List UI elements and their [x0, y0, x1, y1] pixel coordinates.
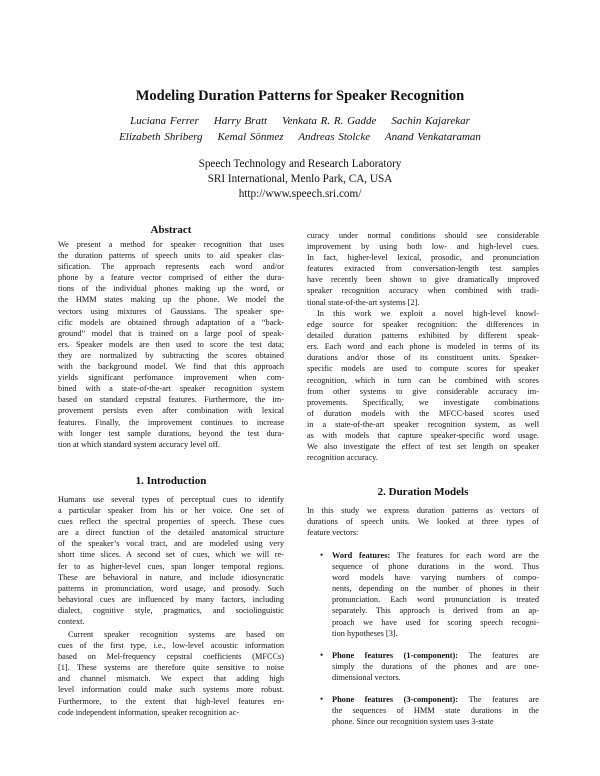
text-line: We present a method for speaker recognition that uses — [58, 240, 284, 249]
text-line: code independent information, speaker recognition ac- — [58, 707, 240, 717]
text-line: ground” model that is trained on a large pool of speak- — [58, 328, 284, 338]
text-line: feature vectors: — [307, 528, 359, 538]
text-line: tion hypotheses [3]. — [332, 628, 398, 638]
affiliation-lab: Speech Technology and Research Laboratory — [198, 158, 402, 170]
text-line: context. — [58, 617, 85, 627]
text-line: sification. The approach represents each word and/or — [58, 262, 284, 272]
text-line: as with models that capture speaker-specific word usage. — [307, 431, 539, 441]
text-line: a particular speaker from his or her voice. One set of — [58, 506, 284, 516]
bullet-icon: • — [320, 649, 324, 660]
feature-term: Word features: — [332, 551, 398, 560]
bullet-icon: • — [320, 550, 324, 560]
affiliation-institution: SRI International, Menlo Park, CA, USA — [207, 173, 393, 185]
text-line: cues reflect the spectral properties of speech. These cues — [58, 517, 284, 527]
text-line: recognition, which in turn can be combined with scores — [307, 375, 539, 385]
text-line: based on standard cepstral features. Furthermore, the im- — [58, 395, 284, 405]
text-line: from other systems to give considerable accuracy im- — [307, 386, 539, 396]
text-line: word models have varying numbers of compo- — [332, 573, 539, 583]
text-line: provements. Specifically, we investigate combinations — [307, 397, 539, 407]
text-line: In this work we exploit a novel high-level knowl- — [317, 309, 539, 318]
text-line: in a state-of-the-art speaker recognition system, as well — [307, 419, 539, 429]
intro-continued-paragraph — [307, 230, 539, 308]
text-line: are a direct function of the detailed anatomical structure — [58, 528, 284, 538]
feature-vector-list — [320, 550, 539, 738]
text-line: tion at which standard system accuracy level off. — [58, 439, 221, 449]
text-line: Furthermore, to the extent that high-level features en- — [58, 696, 284, 706]
text-line: durations of speech units. We looked at three types of — [307, 517, 539, 527]
text-line: phone. Since our recognition system uses 3-state — [332, 717, 494, 727]
bullet-icon: • — [320, 694, 324, 705]
text-line: proach we have used for scoring speech recogni- — [332, 617, 539, 627]
text-line: Word features: The features for each word are the — [332, 551, 539, 560]
text-line: detailed duration patterns exhibited by different speak- — [307, 331, 539, 341]
text-line: ers. Speaker models are then used to score the test data; — [58, 339, 284, 349]
text-line: provement persists even after combination with lexical — [58, 406, 284, 416]
abstract-heading: Abstract — [150, 224, 192, 236]
text-line: simply the durations of the phones and are one- — [332, 661, 539, 671]
authors-line-1: Luciana Ferrer Harry Bratt Venkata R. R. Gadde Sachin Kajarekar — [130, 115, 470, 127]
text-line: vectors using mixtures of Gaussians. The speaker spe- — [58, 306, 284, 316]
introduction-heading: 1. Introduction — [135, 475, 207, 487]
text-line: pronunciation. Each word pronunciation is treated — [332, 595, 539, 605]
text-line: curacy under normal conditions should see considerable — [307, 231, 539, 240]
text-line: tional state-of-the-art systems [2]. — [307, 297, 420, 307]
text-line: dialect, cognitive style, pragmatics, and sociolinguistic — [58, 605, 284, 615]
text-line: patterns in pronunciation, word usage, and prosody. Such — [58, 583, 284, 593]
text-line: cific models are obtained through adaptation of a “back- — [58, 317, 284, 327]
text-line: phone by a feature vector comprised of either the dura- — [58, 273, 284, 283]
text-line: In fact, higher-level lexical, prosodic, and pronunciation — [307, 253, 539, 263]
text-line: behavioral cues are influenced by many factors, including — [58, 594, 284, 604]
paper-title: Modeling Duration Patterns for Speaker Recognition — [135, 88, 465, 104]
feature-vector-item — [320, 694, 539, 727]
text-line: level information could make such systems more robust. — [58, 685, 284, 695]
introduction-paragraph-1 — [58, 494, 284, 627]
text-line: and channel mismatch. We expect that adding high — [58, 674, 284, 684]
introduction-paragraph-2 — [58, 629, 284, 718]
text-line: of the speaker’s vocal tract, and are modeled using very — [58, 539, 284, 549]
duration-models-intro — [307, 505, 539, 538]
text-line: short time slices. A second set of cues, which we will re- — [58, 550, 284, 560]
text-line: bined with a state-of-the-art speaker recognition system — [58, 384, 284, 394]
text-line: durations and/or those of its constituent units. Speaker- — [307, 353, 539, 363]
text-line: improvement by using both low- and high-level cues. — [307, 242, 539, 252]
text-line: they are normalized by subtracting the scores obtained — [58, 350, 284, 360]
text-line: features extracted from conversation-length test samples — [307, 264, 539, 274]
text-line: recognition accuracy. — [307, 453, 378, 463]
text-line: of duration models with the MFCC-based scores used — [307, 408, 539, 418]
text-line: the duration patterns of speech units to aid speaker clas- — [58, 251, 284, 261]
text-line: sequence of phone durations in the word. Thus — [332, 562, 539, 572]
text-line: Humans use several types of perceptual cues to identify — [58, 495, 284, 504]
feature-term: Phone features (1-component): — [332, 650, 469, 660]
text-line: Phone features (1-component): The features are — [332, 650, 539, 660]
feature-vector-item — [320, 649, 539, 683]
text-line: edge source for speaker recognition: the differences in — [307, 320, 539, 330]
text-line: speaker recognition accuracy when combined with tradi- — [307, 286, 539, 296]
text-line: Current speaker recognition systems are based on — [68, 630, 284, 639]
text-line: the HMM states making up the phone. We model the — [58, 295, 284, 305]
abstract-body — [58, 239, 284, 450]
text-line: with the background model. We find that this approach — [58, 362, 284, 372]
affiliation-url[interactable]: http://www.speech.sri.com/ — [238, 188, 362, 200]
text-line: These are behavioral in nature, and include idiosyncratic — [58, 572, 284, 582]
intro-paragraph-3 — [307, 308, 539, 463]
text-line: Phone features (3-component): The features are — [332, 695, 539, 705]
text-line: with longer test sample durations, beyond the test dura- — [58, 428, 284, 438]
text-line: tions of the individual phones making up the word, or — [58, 284, 284, 294]
feature-term: Phone features (3-component): — [332, 695, 469, 705]
text-line: In this study we express duration patterns as vectors of — [307, 506, 539, 515]
text-line: fer to as higher-level cues, span longer temporal regions. — [58, 561, 284, 571]
duration-models-heading: 2. Duration Models — [377, 486, 469, 498]
text-line: based on Mel-frequency cepstral coefficients (MFCCs) — [58, 652, 284, 662]
text-line: cues of the first type, i.e., low-level acoustic information — [58, 641, 284, 651]
authors-line-2: Elizabeth Shriberg Kemal Sönmez Andreas Stolcke Anand Venkataraman — [119, 131, 481, 143]
text-line: the sequences of HMM state durations in the — [332, 706, 539, 716]
text-line: yields significant perfomance improvement when com- — [58, 373, 284, 383]
feature-vector-item — [320, 550, 539, 639]
text-line: We also investigate the effect of test set length on speaker — [307, 442, 539, 452]
text-line: [1]. These systems are therefore quite sensitive to noise — [58, 663, 284, 673]
text-line: features. Finally, the improvement continues to increase — [58, 417, 284, 427]
text-line: have recently been shown to give dramatically improved — [307, 275, 539, 285]
text-line: ers. Each word and each phone is modeled in terms of its — [307, 342, 539, 352]
text-line: dimensional vectors. — [332, 672, 401, 682]
text-line: nents, depending on the number of phones in their — [332, 584, 539, 594]
text-line: specific models are used to compute scores for speaker — [307, 364, 539, 374]
text-line: separately. This approach is derived from an ap- — [332, 606, 539, 616]
